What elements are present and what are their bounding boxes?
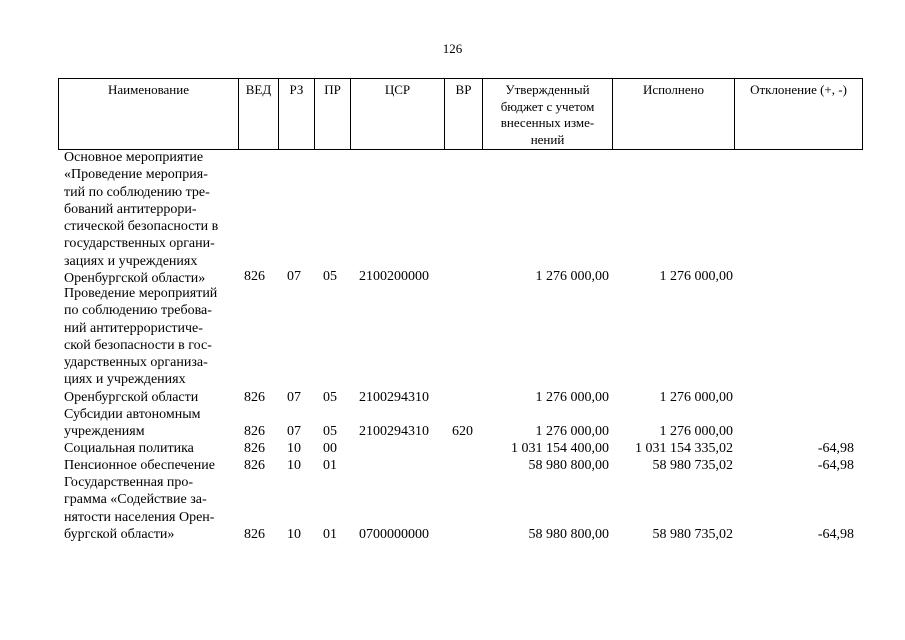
row-ved: 826 (244, 527, 265, 542)
column-header-approved-budget: Утвержденный бюджет с учетом внесенных изме- нений (483, 79, 613, 150)
row-pr: 05 (323, 269, 337, 284)
row-name: Социальная политика (64, 441, 194, 456)
row-name: Основное мероприятие «Проведение мероприя- тий по соблюдению тре- бований антитеррори- стической безопасности в государственных органи- зациях и учреждениях Оренбургской области» (64, 150, 219, 287)
column-header-csr: ЦСР (351, 79, 445, 150)
column-header-ved: ВЕД (239, 79, 279, 150)
row-approved-budget: 1 276 000,00 (535, 424, 609, 439)
row-executed: 1 031 154 335,02 (635, 441, 733, 456)
column-header-vr: ВР (445, 79, 483, 150)
row-pr: 05 (323, 390, 337, 405)
row-deviation: -64,98 (817, 527, 854, 542)
row-ved: 826 (244, 269, 265, 284)
row-pr: 05 (323, 424, 337, 439)
page-number: 126 (442, 41, 463, 56)
row-executed: 58 980 735,02 (652, 458, 733, 473)
row-executed: 58 980 735,02 (652, 527, 733, 542)
row-vr: 620 (452, 424, 473, 439)
column-header-pr: ПР (315, 79, 351, 150)
row-approved-budget: 1 031 154 400,00 (511, 441, 609, 456)
row-approved-budget: 58 980 800,00 (528, 527, 609, 542)
row-executed: 1 276 000,00 (659, 424, 733, 439)
column-header-executed: Исполнено (613, 79, 735, 150)
row-csr: 2100294310 (359, 390, 429, 405)
row-pr: 01 (323, 458, 337, 473)
row-deviation: -64,98 (817, 458, 854, 473)
row-pr: 00 (323, 441, 337, 456)
column-header-name: Наименование (59, 79, 239, 150)
row-name: Субсидии автономным учреждениям (64, 407, 201, 440)
row-name: Пенсионное обеспечение (64, 458, 215, 473)
row-csr: 2100294310 (359, 424, 429, 439)
row-approved-budget: 58 980 800,00 (528, 458, 609, 473)
row-rz: 10 (287, 441, 301, 456)
row-deviation: -64,98 (817, 441, 854, 456)
row-csr: 0700000000 (359, 527, 429, 542)
row-ved: 826 (244, 390, 265, 405)
row-rz: 10 (287, 458, 301, 473)
column-header-deviation: Отклонение (+, -) (735, 79, 863, 150)
row-ved: 826 (244, 424, 265, 439)
row-ved: 826 (244, 458, 265, 473)
column-header-rz: РЗ (279, 79, 315, 150)
row-name: Государственная про- грамма «Содействие за- нятости населения Орен- бургской области» (64, 475, 215, 542)
row-executed: 1 276 000,00 (659, 390, 733, 405)
row-rz: 07 (287, 424, 301, 439)
row-executed: 1 276 000,00 (659, 269, 733, 284)
row-rz: 07 (287, 390, 301, 405)
row-rz: 07 (287, 269, 301, 284)
row-approved-budget: 1 276 000,00 (535, 269, 609, 284)
row-rz: 10 (287, 527, 301, 542)
row-pr: 01 (323, 527, 337, 542)
row-ved: 826 (244, 441, 265, 456)
row-approved-budget: 1 276 000,00 (535, 390, 609, 405)
row-csr: 2100200000 (359, 269, 429, 284)
row-name: Проведение мероприятий по соблюдению требова- ний антитеррористиче- ской безопасности в гос- ударственных организа- циях и учреждениях Оренбургской области (64, 286, 218, 405)
